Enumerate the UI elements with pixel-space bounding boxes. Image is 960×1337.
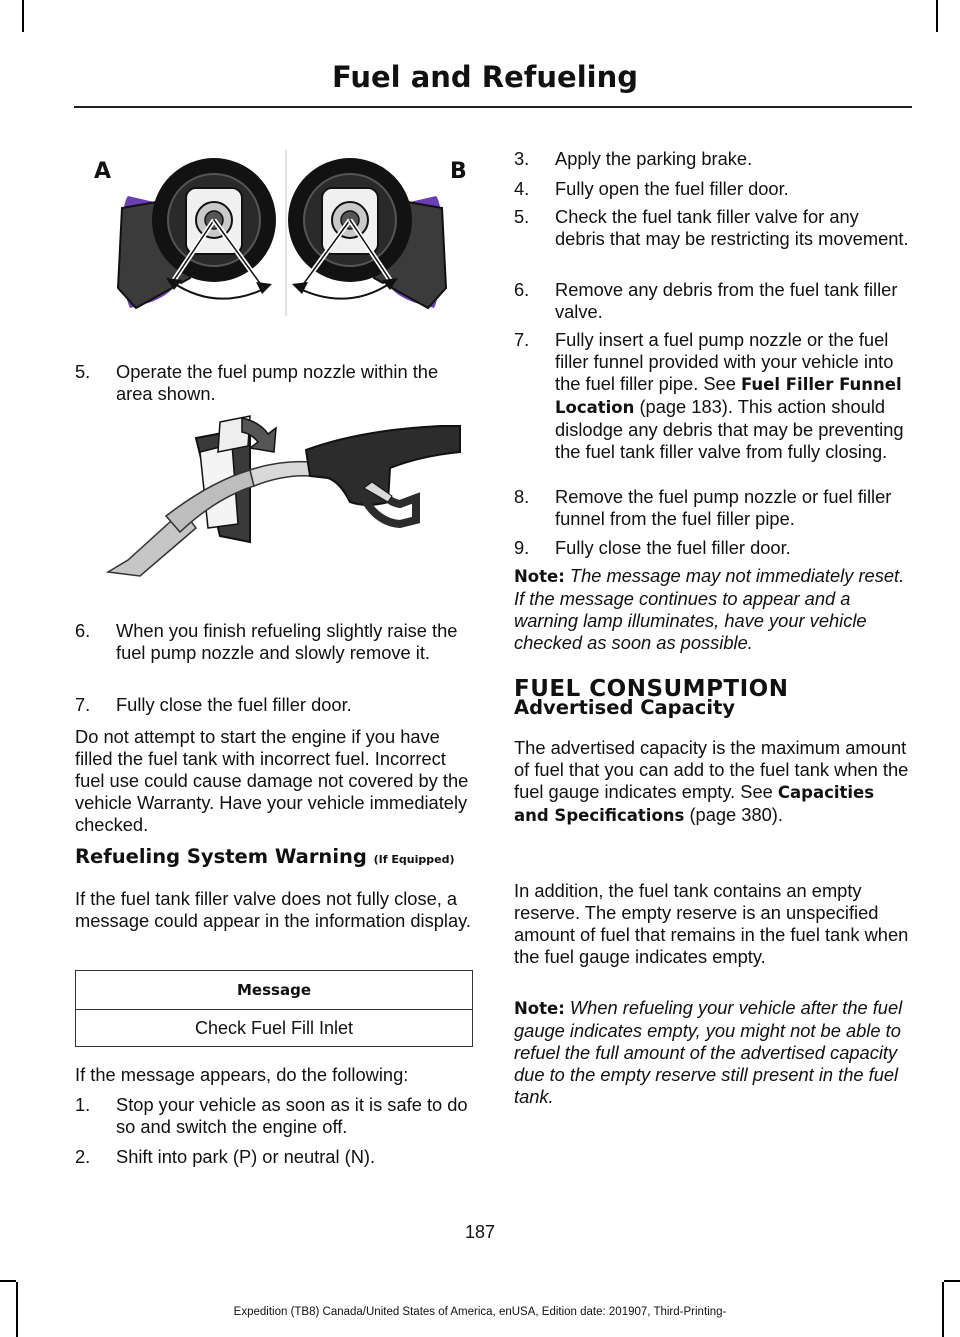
nozzle-illustration <box>100 412 462 582</box>
filler-a-graphic <box>118 158 276 308</box>
step-text: Remove any debris from the fuel tank filler valve. <box>555 279 898 322</box>
step-text: Stop your vehicle as soon as it is safe to do so and switch the engine off. <box>116 1094 468 1137</box>
section-heading-fuel-consumption: FUEL CONSUMPTION <box>514 676 789 702</box>
step-7 <box>75 694 475 716</box>
instructions-intro: If the message appears, do the following: <box>75 1064 409 1085</box>
list-item <box>75 1146 475 1168</box>
note-label: Note: <box>514 999 565 1018</box>
funnel-location-link[interactable]: Fuel Filler Funnel Location <box>555 375 902 417</box>
incorrect-fuel-paragraph: Do not attempt to start the engine if you have filled the fuel tank with incorrect fuel. Incorrect fuel use could cause damage not covered by the vehicle Warranty. Have your vehicle immediately checked. <box>75 726 469 835</box>
list-item <box>75 1094 475 1138</box>
heading-tag: (If Equipped) <box>373 853 455 866</box>
refueling-warning-heading <box>75 846 454 871</box>
note-message-reset <box>514 565 910 654</box>
step-number: 8. <box>514 486 530 507</box>
step-9 <box>514 537 910 559</box>
step-text: Fully open the fuel filler door. <box>555 178 789 199</box>
page-title: Fuel and Refueling <box>331 60 638 94</box>
step-text: When you finish refueling slightly raise the fuel pump nozzle and slowly remove it. <box>116 620 458 663</box>
step-number: 6. <box>514 279 530 300</box>
step-8 <box>514 486 910 530</box>
note-label: Note: <box>514 567 565 586</box>
paragraph-text: The advertised capacity is the maximum amount of fuel that you can add to the fuel tank when the fuel gauge indicates empty. See <box>514 737 909 802</box>
paragraph-text-continued: (page 380). <box>684 804 783 825</box>
step-text: Operate the fuel pump nozzle within the area shown. <box>116 361 439 404</box>
step-number: 7. <box>75 694 91 715</box>
table-cell: Check Fuel Fill Inlet <box>76 1010 473 1047</box>
table-header: Message <box>76 971 473 1010</box>
step-number: 6. <box>75 620 91 641</box>
step-text: Remove the fuel pump nozzle or fuel filler funnel from the fuel filler pipe. <box>555 486 892 529</box>
step-number: 5. <box>75 361 91 382</box>
step-text: Fully close the fuel filler door. <box>116 694 352 715</box>
filler-illustration-ab <box>90 148 474 318</box>
list-item <box>514 206 910 250</box>
step-text-continued: (page 183). This action should dislodge any debris that may be preventing the fuel tank filler valve from fully closing. <box>555 396 904 462</box>
crop-mark <box>0 1280 16 1282</box>
capacities-link[interactable]: Capacities and Specifications <box>514 783 875 825</box>
crop-mark <box>936 0 938 32</box>
warning-paragraph: If the fuel tank filler valve does not fully close, a message could appear in the information display. <box>75 888 471 931</box>
step-5 <box>75 361 475 405</box>
step-text: Shift into park (P) or neutral (N). <box>116 1146 376 1167</box>
crop-mark <box>944 1280 960 1282</box>
step-number: 5. <box>514 206 530 227</box>
note-text: When refueling your vehicle after the fuel gauge indicates empty, you might not be able to refuel the full amount of the advertised capacity due to the empty reserve still present in the fuel tank. <box>514 997 903 1107</box>
step-text: Fully close the fuel filler door. <box>555 537 791 558</box>
figure-label-a: A <box>94 159 112 184</box>
step-number: 4. <box>514 178 530 199</box>
step-number: 9. <box>514 537 530 558</box>
crop-mark <box>22 0 24 32</box>
advertised-capacity-heading: Advertised Capacity <box>514 696 736 719</box>
step-number: 3. <box>514 148 530 169</box>
step-text: Check the fuel tank filler valve for any debris that may be restricting its movement. <box>555 206 909 249</box>
header-divider <box>74 106 912 108</box>
filler-b-graphic <box>288 158 446 308</box>
heading-text: Refueling System Warning <box>75 845 367 868</box>
step-number: 1. <box>75 1094 91 1115</box>
list-item <box>514 178 910 200</box>
reserve-paragraph: In addition, the fuel tank contains an empty reserve. The empty reserve is an unspecified amount of fuel that remains in the fuel tank when the fuel gauge indicates empty. <box>514 880 909 967</box>
page-number: 187 <box>464 1222 496 1242</box>
step-7-funnel <box>514 329 910 463</box>
note-empty-reserve <box>514 997 910 1108</box>
footer-text: Expedition (TB8) Canada/United States of America, enUSA, Edition date: 201907, Third-Printing- <box>233 1306 727 1318</box>
note-text: The message may not immediately reset. If the message continues to appear and a warning lamp illuminates, have your vehicle checked as soon as possible. <box>514 565 905 653</box>
step-text: Apply the parking brake. <box>555 148 753 169</box>
list-item <box>514 279 910 323</box>
step-6 <box>75 620 475 664</box>
list-item <box>514 148 910 170</box>
step-text: Fully insert a fuel pump nozzle or the fuel filler funnel provided with your vehicle into the fuel filler pipe. See <box>555 329 894 394</box>
step-number: 7. <box>514 329 530 350</box>
message-table <box>75 970 473 1047</box>
figure-label-b: B <box>450 159 467 184</box>
step-number: 2. <box>75 1146 91 1167</box>
capacity-paragraph <box>514 737 910 827</box>
